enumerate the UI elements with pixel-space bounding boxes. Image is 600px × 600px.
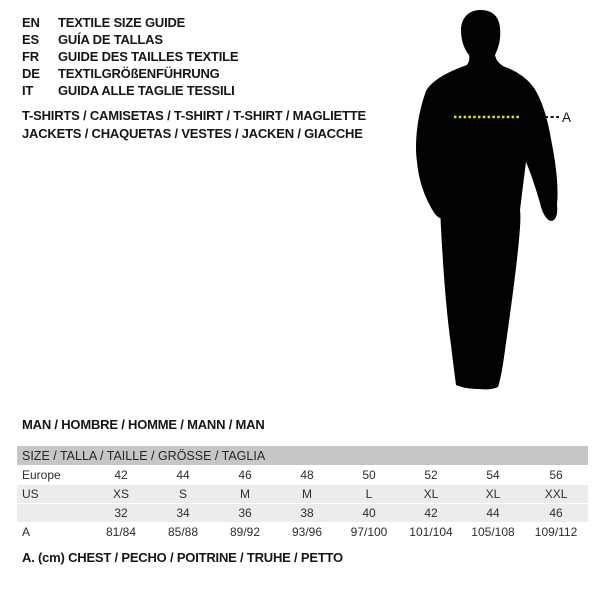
table-row-europe xyxy=(17,466,588,485)
row-label xyxy=(17,504,90,523)
size-table-header: SIZE / TALLA / TAILLE / GRÖSSE / TAGLIA xyxy=(17,446,588,466)
size-cell: 109/112 xyxy=(534,525,578,539)
size-cell: XXL xyxy=(544,487,568,501)
size-cell: 50 xyxy=(362,468,376,482)
size-cell: 36 xyxy=(238,506,252,520)
language-title: TEXTILGRÖßENFÜHRUNG xyxy=(58,66,220,81)
size-cell: 44 xyxy=(486,506,500,520)
size-cell: 48 xyxy=(300,468,314,482)
size-cell: 40 xyxy=(362,506,376,520)
language-code: FR xyxy=(22,49,39,64)
garment-categories xyxy=(22,107,366,142)
size-cell: 101/104 xyxy=(409,525,453,539)
size-cell: 81/84 xyxy=(105,525,137,539)
size-cell: L xyxy=(365,487,373,501)
size-cell: XS xyxy=(112,487,129,501)
man-silhouette xyxy=(416,10,558,389)
size-cell: 54 xyxy=(486,468,500,482)
row-label: Europe xyxy=(22,468,61,482)
table-row-us-letters xyxy=(17,485,588,504)
size-cell: 85/88 xyxy=(167,525,199,539)
table-row-chest-cm xyxy=(17,523,588,542)
language-row-de xyxy=(22,65,238,82)
size-cell: 56 xyxy=(549,468,563,482)
language-title: GUÍA DE TALLAS xyxy=(58,32,163,47)
language-title: TEXTILE SIZE GUIDE xyxy=(58,15,186,30)
size-cell: M xyxy=(240,487,250,501)
size-cell: 38 xyxy=(300,506,314,520)
size-cell: 105/108 xyxy=(471,525,515,539)
size-cell: 44 xyxy=(176,468,190,482)
language-code: DE xyxy=(22,66,40,81)
section-title-man: MAN / HOMBRE / HOMME / MANN / MAN xyxy=(22,417,265,432)
language-list xyxy=(22,14,238,99)
size-cell: S xyxy=(178,487,187,501)
language-code: EN xyxy=(22,15,40,30)
row-label: US xyxy=(22,487,39,501)
category-tshirts: T-SHIRTS / CAMISETAS / T-SHIRT / T-SHIRT / MAGLIETTE xyxy=(22,108,366,123)
language-row-it xyxy=(22,82,238,99)
size-cell: 42 xyxy=(114,468,128,482)
language-title: GUIDA ALLE TAGLIE TESSILI xyxy=(58,83,235,98)
language-code: ES xyxy=(22,32,39,47)
language-row-fr xyxy=(22,48,238,65)
measurement-label-a: A xyxy=(562,110,572,125)
size-cell: 32 xyxy=(114,506,128,520)
size-cell: 93/96 xyxy=(291,525,323,539)
language-title: GUIDE DES TAILLES TEXTILE xyxy=(58,49,239,64)
language-row-es xyxy=(22,31,238,48)
category-jackets: JACKETS / CHAQUETAS / VESTES / JACKEN / GIACCHE xyxy=(22,125,363,141)
size-cell: 34 xyxy=(176,506,190,520)
size-cell: 46 xyxy=(549,506,563,520)
row-label: A xyxy=(22,525,31,539)
table-row-us-numbers xyxy=(17,504,588,523)
size-table xyxy=(17,446,588,542)
measurement-footnote: A. (cm) CHEST / PECHO / POITRINE / TRUHE / PETTO xyxy=(22,550,343,565)
size-cell: 46 xyxy=(238,468,252,482)
size-cell: 52 xyxy=(424,468,438,482)
language-row-en xyxy=(22,14,238,31)
size-cell: 42 xyxy=(424,506,438,520)
size-table-header-row xyxy=(17,446,588,466)
size-cell: XL xyxy=(485,487,501,501)
language-code: IT xyxy=(22,83,34,98)
size-cell: 97/100 xyxy=(350,525,388,539)
size-cell: XL xyxy=(423,487,439,501)
size-cell: M xyxy=(302,487,312,501)
size-cell: 89/92 xyxy=(229,525,261,539)
